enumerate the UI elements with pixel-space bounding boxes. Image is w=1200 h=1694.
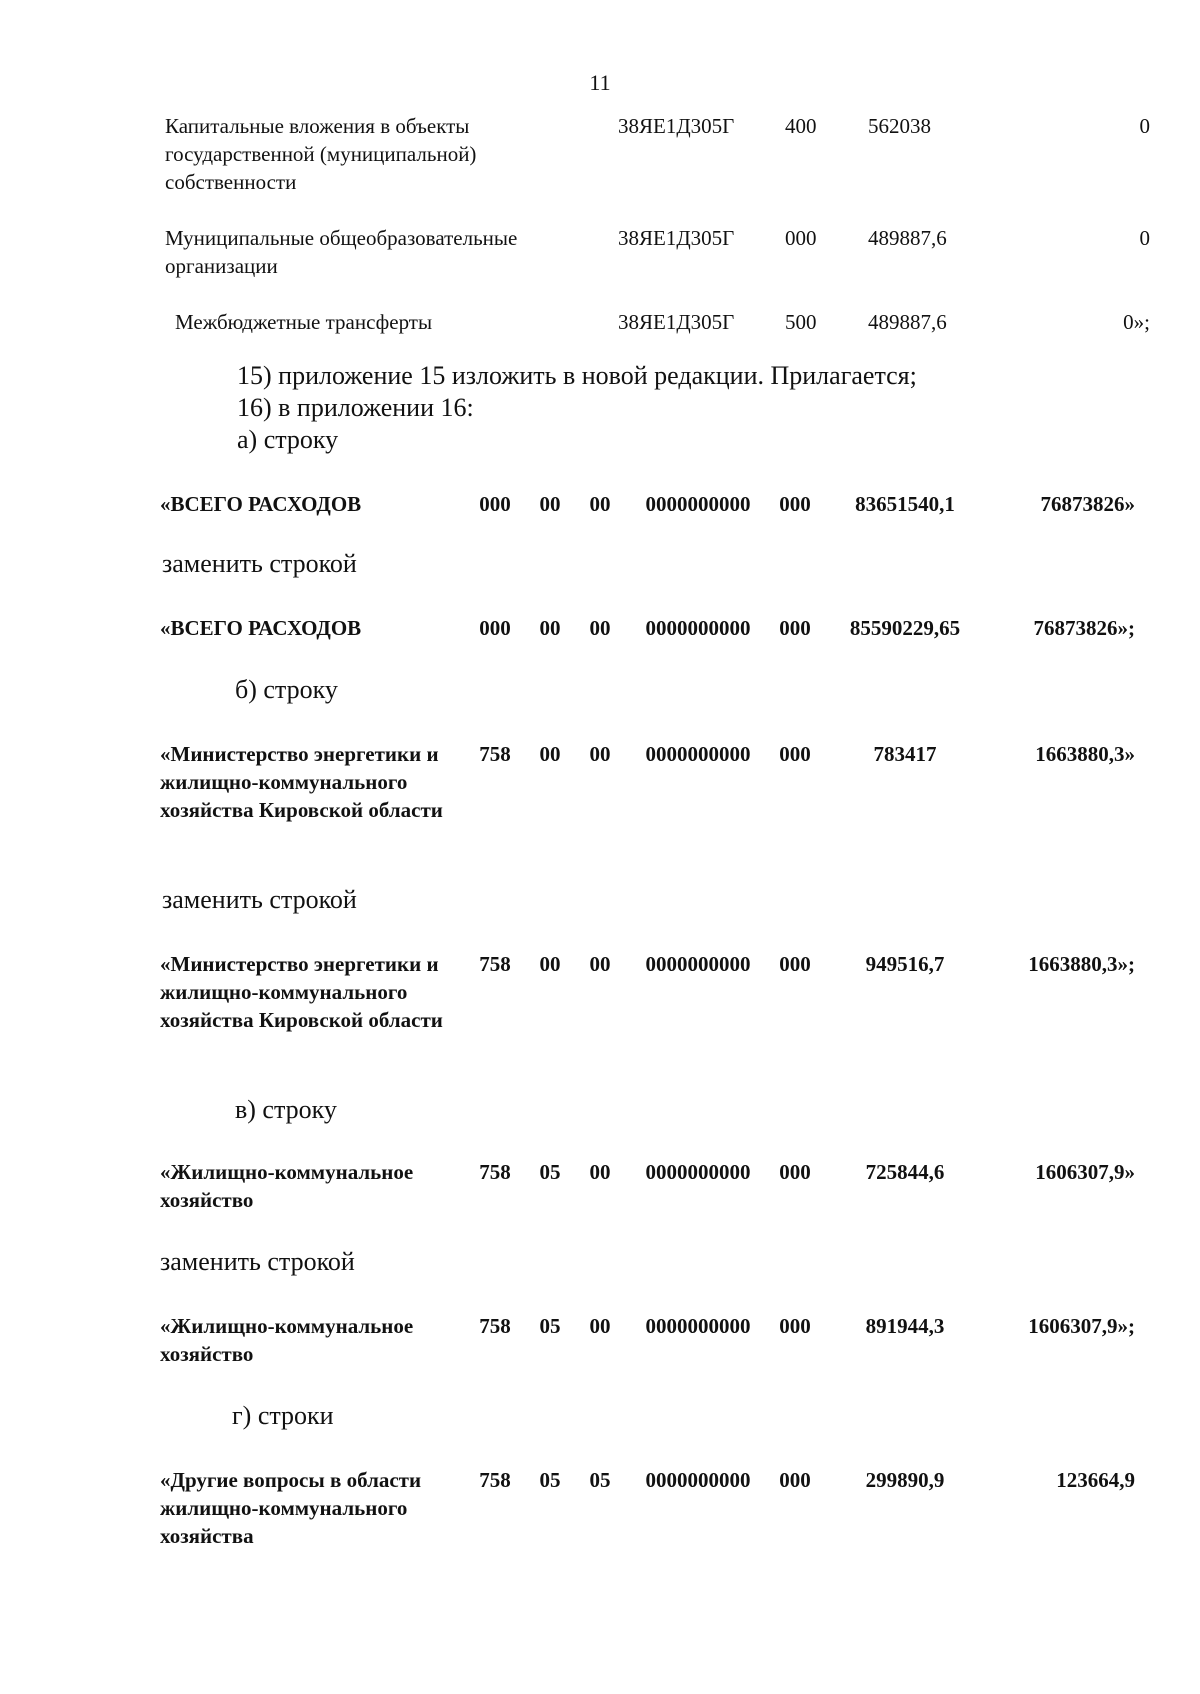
instruction-replace: заменить строкой <box>162 885 357 914</box>
row-vr: 000 <box>779 1314 811 1338</box>
row-section: 00 <box>539 952 561 976</box>
row-grbs: 758 <box>479 1160 511 1184</box>
row-name: «ВСЕГО РАСХОДОВ <box>160 492 362 516</box>
row-name: Межбюджетные трансферты <box>175 310 433 334</box>
row-vr: 000 <box>779 1160 811 1184</box>
row-sum2: 76873826»; <box>1033 616 1135 640</box>
row-name: Муниципальные общеобразовательные организации <box>165 226 518 278</box>
row-sum2: 1663880,3»; <box>1028 952 1135 976</box>
row-vr: 000 <box>779 492 811 516</box>
row-grbs: 758 <box>479 1314 511 1338</box>
row-name: «Министерство энергетики и жилищно-коммунального хозяйства Кировской области <box>160 742 443 822</box>
row-target: 0000000000 <box>645 952 751 976</box>
row-vr: 000 <box>785 226 817 250</box>
row-sum2: 0 <box>1139 114 1150 138</box>
instruction-a: а) строку <box>237 425 339 454</box>
row-sum1: 725844,6 <box>865 1160 945 1184</box>
row-sum1: 949516,7 <box>865 952 945 976</box>
row-sum2: 1606307,9» <box>1035 1160 1135 1184</box>
row-target: 0000000000 <box>645 1314 751 1338</box>
row-grbs: 758 <box>479 1468 511 1492</box>
row-subsection: 05 <box>589 1468 611 1492</box>
row-sum2: 1663880,3» <box>1035 742 1135 766</box>
row-target: 0000000000 <box>645 1468 751 1492</box>
row-sum1: 891944,3 <box>865 1314 945 1338</box>
row-subsection: 00 <box>589 492 611 516</box>
row-vr: 000 <box>779 952 811 976</box>
row-vr: 000 <box>779 1468 811 1492</box>
row-sum2: 1606307,9»; <box>1028 1314 1135 1338</box>
row-section: 00 <box>539 616 561 640</box>
row-vr: 400 <box>785 114 817 138</box>
row-target: 0000000000 <box>645 1160 751 1184</box>
instruction-replace: заменить строкой <box>162 549 357 578</box>
page-number: 11 <box>589 70 611 95</box>
row-section: 05 <box>539 1160 561 1184</box>
row-subsection: 00 <box>589 1314 611 1338</box>
row-sum1: 83651540,1 <box>855 492 955 516</box>
instruction-replace: заменить строкой <box>160 1247 355 1276</box>
row-code: 38ЯЕ1Д305Г <box>618 226 735 250</box>
row-grbs: 000 <box>479 616 511 640</box>
row-sum1: 489887,6 <box>868 310 947 334</box>
row-target: 0000000000 <box>645 492 751 516</box>
row-subsection: 00 <box>589 742 611 766</box>
row-sum2: 0»; <box>1123 310 1150 334</box>
row-name: «Жилищно-коммунальное хозяйство <box>160 1160 414 1212</box>
row-section: 05 <box>539 1314 561 1338</box>
instruction-g: г) строки <box>232 1401 334 1430</box>
row-section: 05 <box>539 1468 561 1492</box>
instruction-item-16: 16) в приложении 16: <box>237 393 474 422</box>
row-grbs: 758 <box>479 742 511 766</box>
row-subsection: 00 <box>589 616 611 640</box>
row-sum2: 76873826» <box>1040 492 1135 516</box>
row-code: 38ЯЕ1Д305Г <box>618 114 735 138</box>
row-vr: 000 <box>779 742 811 766</box>
row-target: 0000000000 <box>645 742 751 766</box>
instruction-b: б) строку <box>235 675 338 704</box>
row-subsection: 00 <box>589 1160 611 1184</box>
row-code: 38ЯЕ1Д305Г <box>618 310 735 334</box>
row-sum1: 562038 <box>868 114 931 138</box>
row-sum2: 0 <box>1139 226 1150 250</box>
row-sum1: 85590229,65 <box>849 616 961 640</box>
row-subsection: 00 <box>589 952 611 976</box>
row-sum2: 123664,9 <box>1056 1468 1135 1492</box>
row-grbs: 000 <box>479 492 511 516</box>
row-vr: 500 <box>785 310 817 334</box>
row-name: Капитальные вложения в объекты государственной (муниципальной) собственности <box>165 114 477 194</box>
row-vr: 000 <box>779 616 811 640</box>
row-section: 00 <box>539 742 561 766</box>
row-sum1: 489887,6 <box>868 226 947 250</box>
row-sum1: 299890,9 <box>865 1468 945 1492</box>
row-name: «Министерство энергетики и жилищно-коммунального хозяйства Кировской области <box>160 952 443 1032</box>
row-name: «Жилищно-коммунальное хозяйство <box>160 1314 414 1366</box>
row-target: 0000000000 <box>645 616 751 640</box>
row-sum1: 783417 <box>873 742 937 766</box>
instruction-v: в) строку <box>235 1095 337 1124</box>
row-name: «ВСЕГО РАСХОДОВ <box>160 616 362 640</box>
instruction-item-15: 15) приложение 15 изложить в новой редакции. Прилагается; <box>237 361 917 390</box>
row-name: «Другие вопросы в области жилищно-коммунального хозяйства <box>160 1468 422 1548</box>
row-grbs: 758 <box>479 952 511 976</box>
row-section: 00 <box>539 492 561 516</box>
